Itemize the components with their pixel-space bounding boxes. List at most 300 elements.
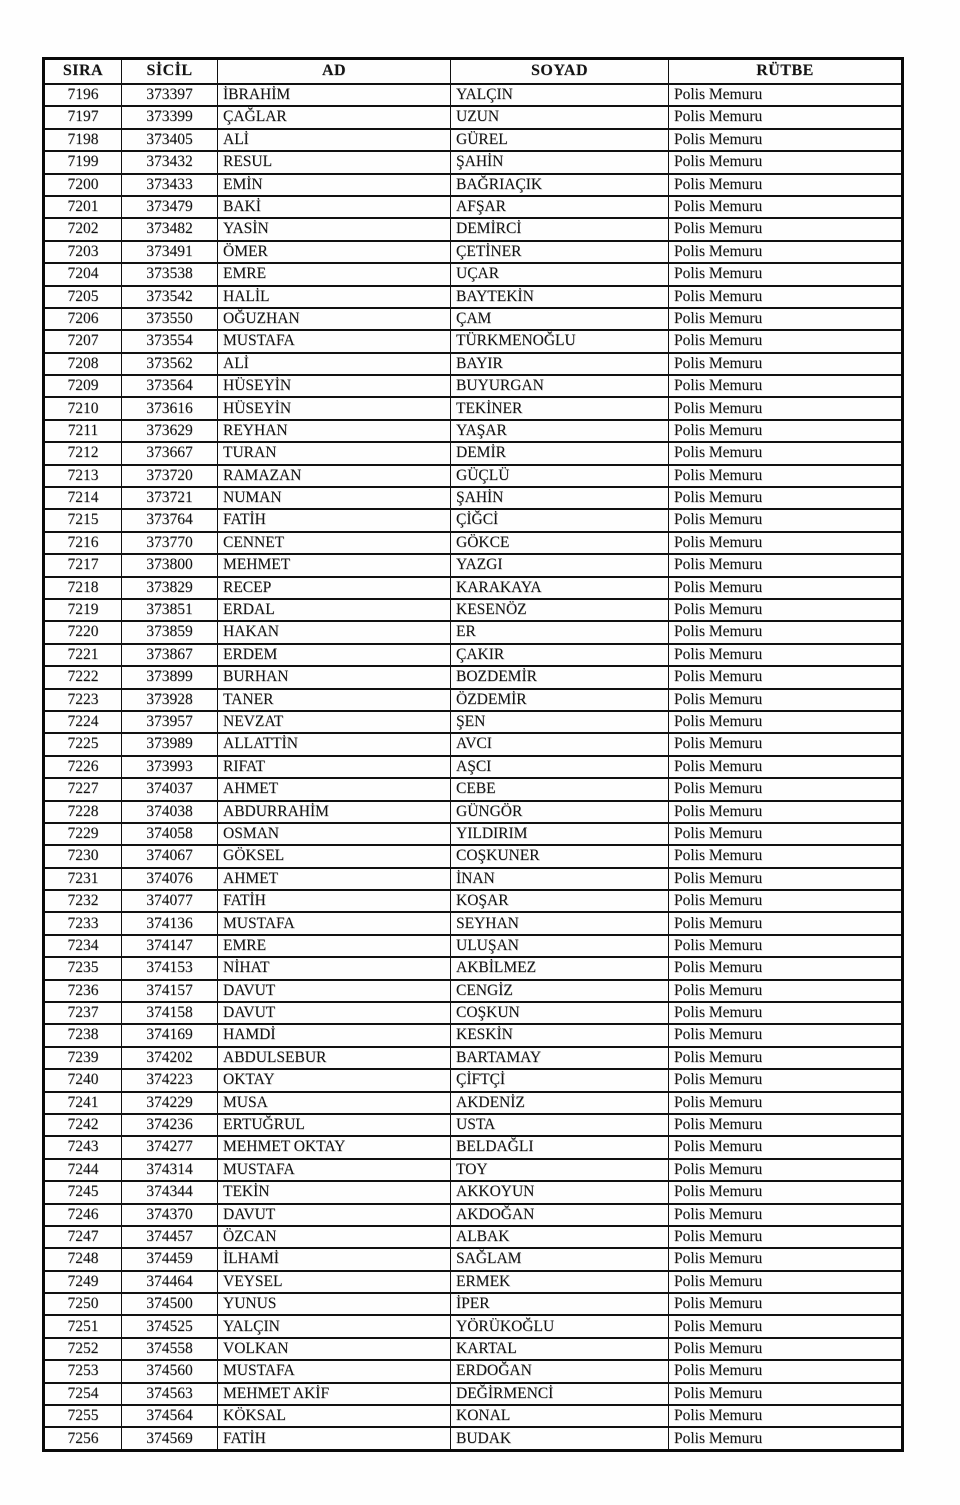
cell-sicil: 373554 (122, 330, 218, 352)
cell-soyad: USTA (451, 1114, 669, 1136)
cell-sicil: 374558 (122, 1338, 218, 1360)
table-row (44, 711, 903, 733)
cell-rutbe: Polis Memuru (669, 1092, 903, 1114)
cell-ad: ABDULSEBUR (218, 1047, 451, 1069)
cell-ad: ABDURRAHİM (218, 801, 451, 823)
cell-ad: VEYSEL (218, 1271, 451, 1293)
cell-sira: 7221 (44, 644, 122, 666)
cell-soyad: KARTAL (451, 1338, 669, 1360)
table-row (44, 1383, 903, 1405)
cell-sicil: 374077 (122, 890, 218, 912)
table-row (44, 1293, 903, 1315)
cell-sira: 7210 (44, 397, 122, 419)
cell-sicil: 374038 (122, 801, 218, 823)
cell-soyad: YILDIRIM (451, 823, 669, 845)
cell-soyad: YÖRÜKOĞLU (451, 1315, 669, 1337)
cell-sira: 7198 (44, 129, 122, 151)
cell-soyad: CEBE (451, 778, 669, 800)
cell-ad: TURAN (218, 442, 451, 464)
cell-sicil: 373957 (122, 711, 218, 733)
cell-rutbe: Polis Memuru (669, 1159, 903, 1181)
table-row (44, 1092, 903, 1114)
cell-sicil: 374157 (122, 980, 218, 1002)
header-rutbe: RÜTBE (669, 59, 903, 85)
cell-ad: KÖKSAL (218, 1405, 451, 1427)
cell-sicil: 374229 (122, 1092, 218, 1114)
cell-sicil: 374277 (122, 1136, 218, 1158)
cell-sira: 7205 (44, 286, 122, 308)
cell-ad: MEHMET (218, 554, 451, 576)
cell-sira: 7245 (44, 1181, 122, 1203)
cell-soyad: ŞAHİN (451, 151, 669, 173)
cell-sira: 7231 (44, 868, 122, 890)
table-row (44, 577, 903, 599)
cell-soyad: ULUŞAN (451, 935, 669, 957)
cell-sira: 7248 (44, 1248, 122, 1270)
cell-rutbe: Polis Memuru (669, 487, 903, 509)
cell-ad: NUMAN (218, 487, 451, 509)
cell-sira: 7244 (44, 1159, 122, 1181)
cell-rutbe: Polis Memuru (669, 1069, 903, 1091)
cell-ad: MUSTAFA (218, 1159, 451, 1181)
table-row (44, 554, 903, 576)
cell-ad: CENNET (218, 532, 451, 554)
cell-rutbe: Polis Memuru (669, 868, 903, 890)
table-row (44, 286, 903, 308)
cell-sicil: 373770 (122, 532, 218, 554)
cell-ad: ALİ (218, 129, 451, 151)
cell-soyad: ŞAHİN (451, 487, 669, 509)
table-row (44, 868, 903, 890)
cell-ad: İBRAHİM (218, 84, 451, 106)
cell-rutbe: Polis Memuru (669, 845, 903, 867)
cell-sira: 7228 (44, 801, 122, 823)
table-row (44, 1338, 903, 1360)
cell-soyad: BARTAMAY (451, 1047, 669, 1069)
cell-sicil: 373564 (122, 375, 218, 397)
cell-ad: AHMET (218, 778, 451, 800)
cell-sicil: 373616 (122, 397, 218, 419)
cell-ad: ÇAĞLAR (218, 106, 451, 128)
cell-ad: OSMAN (218, 823, 451, 845)
cell-ad: HALİL (218, 286, 451, 308)
cell-ad: DAVUT (218, 1002, 451, 1024)
cell-sira: 7236 (44, 980, 122, 1002)
cell-ad: ÖMER (218, 241, 451, 263)
table-row (44, 733, 903, 755)
cell-rutbe: Polis Memuru (669, 465, 903, 487)
cell-sira: 7253 (44, 1360, 122, 1382)
cell-sicil: 374169 (122, 1024, 218, 1046)
cell-ad: RAMAZAN (218, 465, 451, 487)
cell-sira: 7197 (44, 106, 122, 128)
cell-ad: HÜSEYİN (218, 397, 451, 419)
cell-sira: 7222 (44, 666, 122, 688)
cell-soyad: AFŞAR (451, 196, 669, 218)
table-row (44, 442, 903, 464)
cell-sira: 7225 (44, 733, 122, 755)
table-row (44, 174, 903, 196)
table-row (44, 353, 903, 375)
cell-sira: 7237 (44, 1002, 122, 1024)
table-row (44, 218, 903, 240)
table-row (44, 151, 903, 173)
cell-soyad: YAŞAR (451, 420, 669, 442)
cell-soyad: KONAL (451, 1405, 669, 1427)
cell-sicil: 374459 (122, 1248, 218, 1270)
cell-rutbe: Polis Memuru (669, 1204, 903, 1226)
cell-sicil: 373482 (122, 218, 218, 240)
cell-soyad: ALBAK (451, 1226, 669, 1248)
table-row (44, 106, 903, 128)
cell-soyad: UZUN (451, 106, 669, 128)
cell-sicil: 373432 (122, 151, 218, 173)
table-row (44, 912, 903, 934)
cell-sicil: 373667 (122, 442, 218, 464)
cell-rutbe: Polis Memuru (669, 532, 903, 554)
cell-sicil: 373542 (122, 286, 218, 308)
cell-ad: MUSTAFA (218, 1360, 451, 1382)
cell-soyad: AVCI (451, 733, 669, 755)
cell-sicil: 373800 (122, 554, 218, 576)
cell-soyad: BAYTEKİN (451, 286, 669, 308)
cell-sicil: 374223 (122, 1069, 218, 1091)
cell-soyad: GÜREL (451, 129, 669, 151)
cell-sira: 7223 (44, 689, 122, 711)
cell-sicil: 373851 (122, 599, 218, 621)
cell-sicil: 374236 (122, 1114, 218, 1136)
cell-rutbe: Polis Memuru (669, 1293, 903, 1315)
cell-rutbe: Polis Memuru (669, 980, 903, 1002)
cell-sicil: 374564 (122, 1405, 218, 1427)
cell-sira: 7232 (44, 890, 122, 912)
table-row (44, 1427, 903, 1450)
cell-ad: YUNUS (218, 1293, 451, 1315)
cell-soyad: ŞEN (451, 711, 669, 733)
table-row (44, 532, 903, 554)
cell-sicil: 374202 (122, 1047, 218, 1069)
cell-soyad: DEĞİRMENCİ (451, 1383, 669, 1405)
cell-soyad: ERDOĞAN (451, 1360, 669, 1382)
cell-sicil: 374136 (122, 912, 218, 934)
header-sira: SIRA (44, 59, 122, 85)
cell-rutbe: Polis Memuru (669, 957, 903, 979)
cell-ad: YALÇIN (218, 1315, 451, 1337)
cell-sicil: 374067 (122, 845, 218, 867)
cell-sira: 7251 (44, 1315, 122, 1337)
cell-rutbe: Polis Memuru (669, 935, 903, 957)
cell-soyad: İPER (451, 1293, 669, 1315)
cell-rutbe: Polis Memuru (669, 756, 903, 778)
cell-soyad: ÇAM (451, 308, 669, 330)
cell-ad: REYHAN (218, 420, 451, 442)
cell-sira: 7249 (44, 1271, 122, 1293)
cell-ad: YASİN (218, 218, 451, 240)
cell-sira: 7215 (44, 509, 122, 531)
cell-ad: RESUL (218, 151, 451, 173)
cell-rutbe: Polis Memuru (669, 778, 903, 800)
cell-soyad: BAĞRIAÇIK (451, 174, 669, 196)
cell-sicil: 374525 (122, 1315, 218, 1337)
cell-sira: 7250 (44, 1293, 122, 1315)
header-sicil: SİCİL (122, 59, 218, 85)
cell-ad: ALLATTİN (218, 733, 451, 755)
cell-rutbe: Polis Memuru (669, 375, 903, 397)
table-row (44, 509, 903, 531)
table-header (44, 59, 903, 85)
cell-rutbe: Polis Memuru (669, 577, 903, 599)
cell-sira: 7219 (44, 599, 122, 621)
table-row (44, 644, 903, 666)
cell-sira: 7199 (44, 151, 122, 173)
table-row (44, 84, 903, 106)
cell-soyad: ÇİĞCİ (451, 509, 669, 531)
cell-sicil: 374464 (122, 1271, 218, 1293)
cell-rutbe: Polis Memuru (669, 1271, 903, 1293)
cell-sicil: 373829 (122, 577, 218, 599)
cell-soyad: UÇAR (451, 263, 669, 285)
table-row (44, 1069, 903, 1091)
cell-rutbe: Polis Memuru (669, 241, 903, 263)
cell-ad: GÖKSEL (218, 845, 451, 867)
personnel-table (42, 57, 904, 1452)
table-row (44, 845, 903, 867)
cell-rutbe: Polis Memuru (669, 196, 903, 218)
cell-sira: 7208 (44, 353, 122, 375)
cell-sicil: 373720 (122, 465, 218, 487)
cell-sira: 7227 (44, 778, 122, 800)
table-row (44, 375, 903, 397)
cell-ad: RECEP (218, 577, 451, 599)
cell-soyad: SEYHAN (451, 912, 669, 934)
cell-sira: 7212 (44, 442, 122, 464)
table-row (44, 129, 903, 151)
cell-sicil: 374158 (122, 1002, 218, 1024)
table-row (44, 980, 903, 1002)
cell-soyad: BUDAK (451, 1427, 669, 1450)
cell-ad: OKTAY (218, 1069, 451, 1091)
cell-sira: 7242 (44, 1114, 122, 1136)
cell-sicil: 373538 (122, 263, 218, 285)
cell-rutbe: Polis Memuru (669, 1338, 903, 1360)
cell-sicil: 373989 (122, 733, 218, 755)
cell-sicil: 374037 (122, 778, 218, 800)
cell-soyad: AKDENİZ (451, 1092, 669, 1114)
cell-rutbe: Polis Memuru (669, 420, 903, 442)
cell-soyad: GÖKCE (451, 532, 669, 554)
cell-sira: 7213 (44, 465, 122, 487)
cell-soyad: TOY (451, 1159, 669, 1181)
cell-rutbe: Polis Memuru (669, 442, 903, 464)
cell-rutbe: Polis Memuru (669, 644, 903, 666)
cell-soyad: TÜRKMENOĞLU (451, 330, 669, 352)
table-row (44, 801, 903, 823)
cell-rutbe: Polis Memuru (669, 1226, 903, 1248)
cell-soyad: COŞKUNER (451, 845, 669, 867)
cell-sicil: 373867 (122, 644, 218, 666)
cell-ad: ÖZCAN (218, 1226, 451, 1248)
cell-rutbe: Polis Memuru (669, 1024, 903, 1046)
table-row (44, 689, 903, 711)
cell-rutbe: Polis Memuru (669, 1360, 903, 1382)
cell-sicil: 373993 (122, 756, 218, 778)
cell-ad: ERTUĞRUL (218, 1114, 451, 1136)
cell-sira: 7229 (44, 823, 122, 845)
cell-rutbe: Polis Memuru (669, 1248, 903, 1270)
table-row (44, 1047, 903, 1069)
table-row (44, 465, 903, 487)
cell-ad: HÜSEYİN (218, 375, 451, 397)
header-ad: AD (218, 59, 451, 85)
table-row (44, 1136, 903, 1158)
cell-rutbe: Polis Memuru (669, 286, 903, 308)
cell-sira: 7209 (44, 375, 122, 397)
cell-rutbe: Polis Memuru (669, 1383, 903, 1405)
cell-sira: 7196 (44, 84, 122, 106)
cell-rutbe: Polis Memuru (669, 1136, 903, 1158)
table-row (44, 890, 903, 912)
cell-rutbe: Polis Memuru (669, 129, 903, 151)
cell-sira: 7240 (44, 1069, 122, 1091)
table-row (44, 756, 903, 778)
cell-sira: 7200 (44, 174, 122, 196)
cell-sicil: 373491 (122, 241, 218, 263)
cell-soyad: TEKİNER (451, 397, 669, 419)
table-row (44, 1226, 903, 1248)
cell-sira: 7238 (44, 1024, 122, 1046)
table-row (44, 1248, 903, 1270)
cell-sira: 7204 (44, 263, 122, 285)
cell-sira: 7218 (44, 577, 122, 599)
cell-sicil: 373479 (122, 196, 218, 218)
table-row (44, 397, 903, 419)
cell-sira: 7234 (44, 935, 122, 957)
cell-soyad: KARAKAYA (451, 577, 669, 599)
cell-rutbe: Polis Memuru (669, 1114, 903, 1136)
cell-soyad: GÜNGÖR (451, 801, 669, 823)
cell-sira: 7230 (44, 845, 122, 867)
cell-sira: 7217 (44, 554, 122, 576)
table-row (44, 621, 903, 643)
table-row (44, 1315, 903, 1337)
table-row (44, 1271, 903, 1293)
cell-soyad: GÜÇLÜ (451, 465, 669, 487)
cell-sira: 7256 (44, 1427, 122, 1450)
cell-ad: RIFAT (218, 756, 451, 778)
table-row (44, 196, 903, 218)
cell-sicil: 374314 (122, 1159, 218, 1181)
cell-soyad: BUYURGAN (451, 375, 669, 397)
cell-sira: 7243 (44, 1136, 122, 1158)
cell-rutbe: Polis Memuru (669, 218, 903, 240)
table-row (44, 1181, 903, 1203)
cell-ad: AHMET (218, 868, 451, 890)
cell-sira: 7201 (44, 196, 122, 218)
cell-rutbe: Polis Memuru (669, 84, 903, 106)
cell-soyad: AKKOYUN (451, 1181, 669, 1203)
cell-rutbe: Polis Memuru (669, 912, 903, 934)
cell-rutbe: Polis Memuru (669, 733, 903, 755)
cell-sicil: 373405 (122, 129, 218, 151)
cell-sira: 7254 (44, 1383, 122, 1405)
cell-sicil: 374500 (122, 1293, 218, 1315)
cell-ad: HAKAN (218, 621, 451, 643)
cell-sicil: 373433 (122, 174, 218, 196)
table-row (44, 308, 903, 330)
cell-sicil: 373550 (122, 308, 218, 330)
cell-sicil: 374153 (122, 957, 218, 979)
cell-soyad: DEMİRCİ (451, 218, 669, 240)
cell-ad: MUSTAFA (218, 330, 451, 352)
cell-sira: 7214 (44, 487, 122, 509)
table-row (44, 1405, 903, 1427)
cell-ad: NİHAT (218, 957, 451, 979)
cell-rutbe: Polis Memuru (669, 554, 903, 576)
cell-rutbe: Polis Memuru (669, 330, 903, 352)
cell-sicil: 373859 (122, 621, 218, 643)
cell-ad: VOLKAN (218, 1338, 451, 1360)
cell-sira: 7241 (44, 1092, 122, 1114)
cell-sicil: 374569 (122, 1427, 218, 1450)
cell-rutbe: Polis Memuru (669, 106, 903, 128)
cell-rutbe: Polis Memuru (669, 1181, 903, 1203)
cell-sicil: 373721 (122, 487, 218, 509)
cell-soyad: ÖZDEMİR (451, 689, 669, 711)
cell-sicil: 373399 (122, 106, 218, 128)
cell-soyad: BAYIR (451, 353, 669, 375)
table-row (44, 1114, 903, 1136)
table-row (44, 599, 903, 621)
cell-sicil: 374344 (122, 1181, 218, 1203)
cell-soyad: KESENÖZ (451, 599, 669, 621)
cell-rutbe: Polis Memuru (669, 1315, 903, 1337)
cell-sira: 7239 (44, 1047, 122, 1069)
cell-ad: ERDAL (218, 599, 451, 621)
cell-ad: FATİH (218, 890, 451, 912)
cell-ad: EMRE (218, 935, 451, 957)
cell-sira: 7233 (44, 912, 122, 934)
table-row (44, 1024, 903, 1046)
cell-sira: 7216 (44, 532, 122, 554)
cell-ad: MUSA (218, 1092, 451, 1114)
cell-sira: 7220 (44, 621, 122, 643)
cell-soyad: AKBİLMEZ (451, 957, 669, 979)
cell-ad: TEKİN (218, 1181, 451, 1203)
cell-rutbe: Polis Memuru (669, 801, 903, 823)
cell-sira: 7202 (44, 218, 122, 240)
cell-sicil: 373629 (122, 420, 218, 442)
cell-sira: 7247 (44, 1226, 122, 1248)
cell-sicil: 374560 (122, 1360, 218, 1382)
table-row (44, 823, 903, 845)
cell-sira: 7224 (44, 711, 122, 733)
cell-ad: NEVZAT (218, 711, 451, 733)
table-row (44, 263, 903, 285)
header-soyad: SOYAD (451, 59, 669, 85)
cell-ad: ALİ (218, 353, 451, 375)
cell-sicil: 373899 (122, 666, 218, 688)
cell-ad: FATİH (218, 509, 451, 531)
cell-rutbe: Polis Memuru (669, 151, 903, 173)
cell-ad: EMRE (218, 263, 451, 285)
cell-ad: MEHMET OKTAY (218, 1136, 451, 1158)
cell-ad: MUSTAFA (218, 912, 451, 934)
table-row (44, 330, 903, 352)
cell-rutbe: Polis Memuru (669, 599, 903, 621)
cell-sicil: 373397 (122, 84, 218, 106)
cell-soyad: COŞKUN (451, 1002, 669, 1024)
table-row (44, 1159, 903, 1181)
